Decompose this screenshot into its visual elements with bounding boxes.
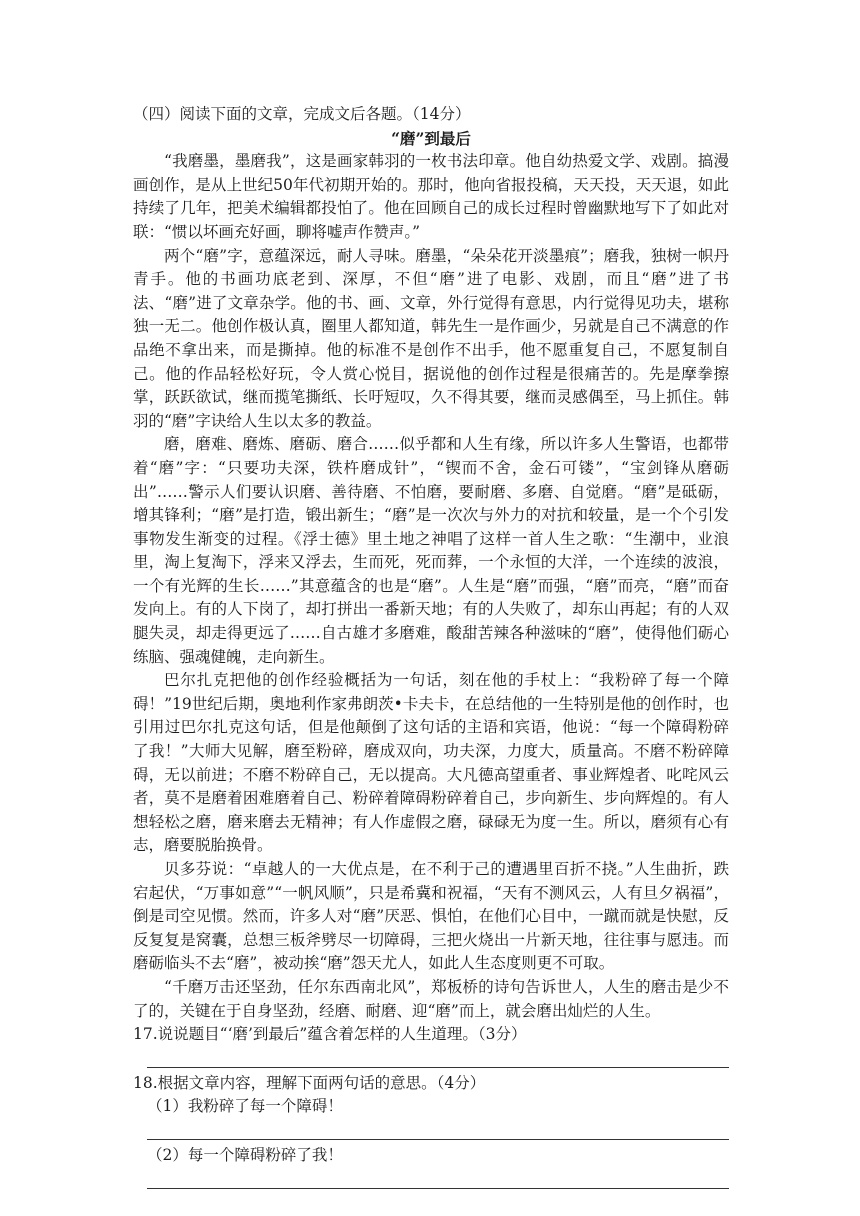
answer-space-18-1 [133,1119,729,1139]
answer-space-18-2 [133,1168,729,1188]
question-18-part-2: （2）每一个障碍粉碎了我！ [147,1145,343,1164]
article-title: “磨”到最后 [391,128,471,148]
paragraph-2: 两个“磨”字，意蕴深远，耐人寻味。磨墨，“朵朵花开淡墨痕”；磨我，独树一帜丹青手。他的书画功底老到、深厚，不但“磨”进了电影、戏剧，而且“磨”进了书法、“磨”进了文章杂学。他的书、画、文章，外行觉得有意思，内行觉得见功夫，堪称独一无二。他创作极认真，圈里人都知道，韩先生一是作画少，另就是自己不满意的作品绝不拿出来，而是撕掉。他的标准不是创作不出手，他不愿重复自己，不愿复制自己。他的作品轻松好玩，令人赏心悦目，据说他的创作过程是很痛苦的。先是摩拳擦掌，跃跃欲试，继而揽笔撕纸、长吁短叹，久不得其要，继而灵感偶至，马上抓住。韩羽的“磨”字诀给人生以太多的教益。 [133,246,729,430]
exam-page [133,103,729,1189]
question-17: 17.说说题目“‘磨’到最后”蕴含着怎样的人生道理。（3分） [133,1025,527,1044]
question-18: 18.根据文章内容，理解下面两句话的意思。（4分） [133,1073,486,1092]
paragraph-4: 巴尔扎克把他的创作经验概括为一句话，刻在他的手杖上：“我粉碎了每一个障碍！”19世纪后期，奥地利作家弗朗茨•卡夫卡，在总结他的一生特别是他的创作时，也引用过巴尔扎克这句话，但是他颠倒了这句话的主语和宾语，他说：“每一个障碍粉碎了我！”大师大见解，磨至粉碎，磨成双向，功夫深，力度大，质量高。不磨不粉碎障碍，无以前进；不磨不粉碎自己，无以提高。大凡德高望重者、事业辉煌者、叱咤风云者，莫不是磨着困难磨着自己、粉碎着障碍粉碎着自己，步向新生、步向辉煌的。有人想轻松之磨，磨来磨去无精神；有人作虚假之磨，碌碌无为度一生。所以，磨须有心有志，磨要脱胎换骨。 [133,671,729,855]
question-18-part-1: （1）我粉碎了每一个障碍！ [147,1097,343,1116]
paragraph-3: 磨，磨难、磨炼、磨砺、磨合……似乎都和人生有缘，所以许多人生警语，也都带着“磨”字：“只要功夫深，铁杵磨成针”，“锲而不舍，金石可镂”，“宝剑锋从磨砺出”……警示人们要认识磨、善待磨、不怕磨，要耐磨、多磨、自觉磨。“磨”是砥砺，增其锋利；“磨”是打造，锻出新生；“磨”是一次次与外力的对抗和较量，是一个个引发事物发生渐变的过程。《浮士德》里土地之神唱了这样一首人生之歌：“生潮中，业浪里，淘上复淘下，浮来又浮去，生而死，死而葬，一个永恒的大洋，一个连续的波浪，一个有光辉的生长……”其意蕴含的也是“磨”。人生是“磨”而强，“磨”而亮，“磨”而奋发向上。有的人下岗了，却打拼出一番新天地；有的人失败了，却东山再起；有的人双腿失灵，却走得更远了……自古雄才多磨难，酸甜苦辣各种滋味的“磨”，使得他们砺心练脑、强魂健魄，走向新生。 [133,435,729,666]
paragraph-5: 贝多芬说：“卓越人的一大优点是，在不利于己的遭遇里百折不挠。”人生曲折，跌宕起伏，“万事如意”“一帆风顺”，只是希冀和祝福，“天有不测风云，人有旦夕祸福”，倒是司空见惯。然而，许多人对“磨”厌恶、惧怕，在他们心目中，一蹴而就是快慰，反反复复是窝囊，总想三板斧劈尽一切障碍，三把火烧出一片新天地，往往事与愿违。而磨砺临头不去“磨”，被动挨“磨”怨天尤人，如此人生态度则更不可取。 [133,860,729,973]
paragraph-1: “我磨墨，墨磨我”，这是画家韩羽的一枚书法印章。他自幼热爱文学、戏剧。搞漫画创作，是从上世纪50年代初期开始的。那时，他向省报投稿，天天投，天天退，如此持续了几年，把美术编辑都投怕了。他在回顾自己的成长过程时曾幽默地写下了如此对联：“惯以坏画充好画，聊将嘘声作赞声。” [133,152,729,241]
section-heading: （四）阅读下面的文章，完成文后各题。（14分） [133,105,471,123]
paragraph-6: “千磨万击还坚劲，任尔东西南北风”，郑板桥的诗句告诉世人，人生的磨击是少不了的，关键在于自身坚劲，经磨、耐磨、迎“磨”而上，就会磨出灿烂的人生。 [133,977,729,1020]
answer-space-17 [133,1047,729,1067]
answer-line-18-2[interactable] [147,1188,729,1189]
